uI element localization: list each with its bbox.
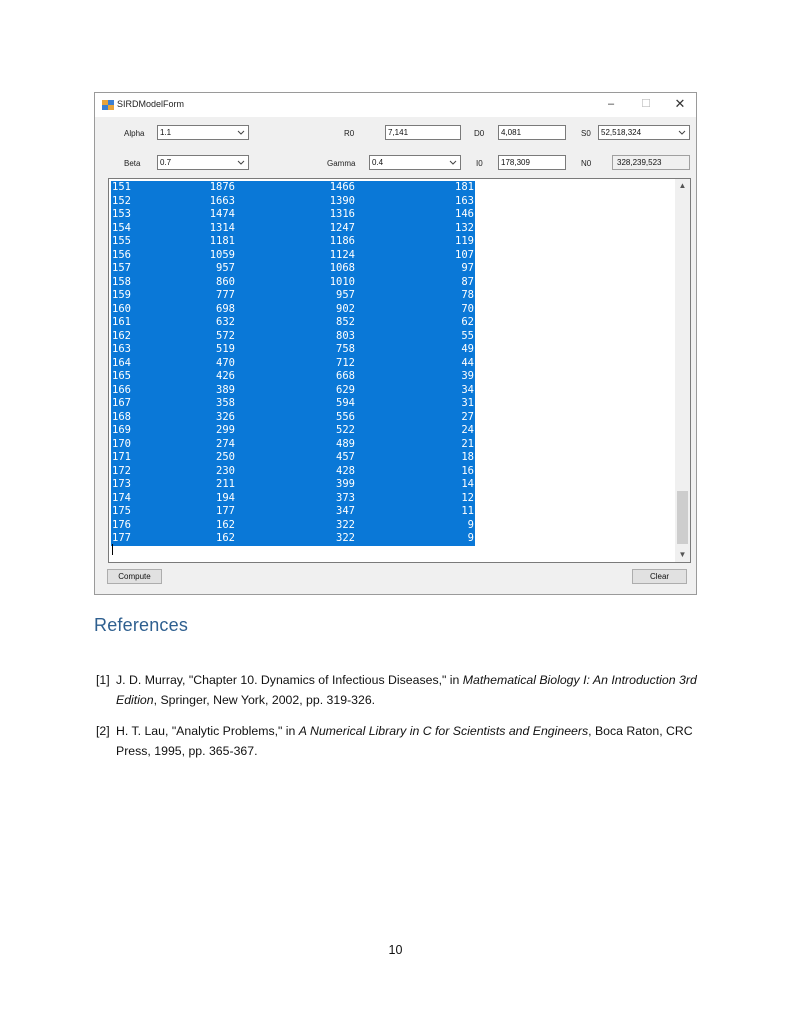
- output-cell: 163: [112, 343, 131, 355]
- output-cell: 1059: [209, 248, 235, 261]
- output-cell: 9: [467, 532, 474, 544]
- output-row: [111, 505, 475, 519]
- reference-2: [96, 721, 716, 761]
- output-cell: 758: [336, 343, 355, 355]
- output-cell: 1390: [329, 194, 355, 207]
- output-cell: 162: [216, 518, 235, 531]
- output-cell: 16: [461, 464, 474, 477]
- output-cell: 173: [112, 478, 131, 490]
- output-cell: 860: [216, 275, 235, 288]
- output-cell: 159: [112, 289, 131, 301]
- output-cell: 594: [336, 397, 355, 409]
- output-row: [111, 424, 475, 438]
- gamma-combo[interactable]: [369, 155, 461, 170]
- output-cell: 957: [336, 289, 355, 301]
- output-row: [111, 181, 475, 195]
- gamma-label: Gamma: [327, 159, 356, 168]
- output-cell: 1124: [329, 248, 355, 261]
- output-cell: 164: [112, 356, 131, 369]
- s0-label: S0: [581, 129, 591, 138]
- output-cell: 489: [336, 437, 355, 450]
- output-cell: 24: [461, 424, 474, 436]
- output-cell: 572: [216, 329, 235, 342]
- output-cell: 556: [336, 410, 355, 423]
- output-cell: 1068: [329, 262, 355, 274]
- clear-button[interactable]: Clear: [632, 569, 687, 584]
- output-cell: 44: [461, 356, 474, 369]
- output-row: [111, 222, 475, 236]
- output-cell: 11: [461, 505, 474, 517]
- window-title: SIRDModelForm: [117, 99, 185, 109]
- output-cell: 399: [336, 478, 355, 490]
- output-cell: 160: [112, 302, 131, 315]
- output-cell: 31: [461, 397, 474, 409]
- output-cell: 132: [455, 221, 474, 234]
- output-cell: 156: [112, 248, 131, 261]
- page-number: 10: [388, 943, 403, 957]
- output-cell: 326: [216, 410, 235, 423]
- output-cell: 151: [112, 181, 131, 193]
- output-cell: 107: [455, 248, 474, 261]
- reference-text: J. D. Murray, "Chapter 10. Dynamics of Infectious Diseases," in Mathematical Biology I: An Introduction 3rd Edition, Springer, New York, 2002, pp. 319-326.: [116, 673, 697, 707]
- output-cell: 34: [461, 383, 474, 396]
- output-cell: 1466: [329, 181, 355, 193]
- output-cell: 172: [112, 464, 131, 477]
- output-row: [111, 262, 475, 276]
- output-row: [111, 438, 475, 452]
- output-cell: 1876: [209, 181, 235, 193]
- output-row: [111, 208, 475, 222]
- output-row: [111, 492, 475, 506]
- alpha-combo[interactable]: [157, 125, 249, 140]
- output-cell: 161: [112, 316, 131, 328]
- output-cell: 18: [461, 451, 474, 463]
- output-cell: 163: [455, 194, 474, 207]
- output-row: [111, 235, 475, 249]
- output-cell: 777: [216, 289, 235, 301]
- output-cell: 171: [112, 451, 131, 463]
- output-textbox[interactable]: [108, 178, 691, 563]
- output-cell: 176: [112, 518, 131, 531]
- output-row: [111, 357, 475, 371]
- output-cell: 153: [112, 208, 131, 220]
- output-row: [111, 195, 475, 209]
- output-cell: 14: [461, 478, 474, 490]
- output-cell: 1316: [329, 208, 355, 220]
- r0-label: R0: [344, 129, 355, 138]
- compute-button[interactable]: Compute: [107, 569, 162, 584]
- output-cell: 181: [455, 181, 474, 193]
- reference-number: [1]: [96, 673, 110, 687]
- output-cell: 428: [336, 464, 355, 477]
- reference-number: [2]: [96, 724, 110, 738]
- sird-model-window: [94, 92, 697, 595]
- output-cell: 211: [216, 478, 235, 490]
- output-cell: 322: [336, 532, 355, 544]
- output-cell: 957: [216, 262, 235, 274]
- output-cell: 165: [112, 370, 131, 382]
- output-cell: 629: [336, 383, 355, 396]
- output-cell: 389: [216, 383, 235, 396]
- output-row: [111, 397, 475, 411]
- alpha-label: Alpha: [124, 129, 145, 138]
- output-cell: 175: [112, 505, 131, 517]
- chevron-down-icon: [236, 126, 246, 139]
- maximize-button[interactable]: ☐: [641, 98, 651, 110]
- output-cell: 274: [216, 437, 235, 450]
- output-cell: 152: [112, 194, 131, 207]
- output-cell: 712: [336, 356, 355, 369]
- reference-text: H. T. Lau, "Analytic Problems," in A Numerical Library in C for Scientists and Engineers, Boca Raton, CRC Press, 1995, pp. 365-367.: [116, 724, 693, 758]
- text-caret: [112, 544, 113, 555]
- output-cell: 668: [336, 370, 355, 382]
- output-cell: 169: [112, 424, 131, 436]
- d0-label: D0: [474, 129, 485, 138]
- app-icon: [102, 99, 114, 110]
- vertical-scrollbar[interactable]: [675, 179, 690, 562]
- s0-combo[interactable]: [598, 125, 690, 140]
- output-cell: 803: [336, 329, 355, 342]
- output-row: [111, 384, 475, 398]
- output-cell: 1186: [329, 235, 355, 247]
- beta-label: Beta: [124, 159, 141, 168]
- output-cell: 250: [216, 451, 235, 463]
- output-cell: 1010: [329, 275, 355, 288]
- output-cell: 21: [461, 437, 474, 450]
- n0-field: 328,239,523: [612, 155, 690, 170]
- output-cell: 174: [112, 491, 131, 504]
- beta-combo[interactable]: [157, 155, 249, 170]
- close-button[interactable]: ✕: [674, 96, 686, 111]
- output-cell: 162: [216, 532, 235, 544]
- scroll-down-icon[interactable]: ▼: [678, 550, 687, 559]
- output-row: [111, 465, 475, 479]
- output-cell: 62: [461, 316, 474, 328]
- title-bar[interactable]: [95, 93, 696, 117]
- output-cell: 158: [112, 275, 131, 288]
- output-cell: 519: [216, 343, 235, 355]
- chevron-down-icon: [448, 156, 458, 169]
- output-cell: 426: [216, 370, 235, 382]
- references-heading: References: [94, 615, 189, 635]
- s0-value: 52,518,324: [601, 128, 642, 137]
- output-cell: 170: [112, 437, 131, 450]
- n0-label: N0: [581, 159, 592, 168]
- output-row: [111, 316, 475, 330]
- output-cell: 49: [461, 343, 474, 355]
- output-cell: 157: [112, 262, 131, 274]
- i0-label: I0: [476, 159, 483, 168]
- output-cell: 78: [461, 289, 474, 301]
- output-row: [111, 370, 475, 384]
- d0-field[interactable]: 4,081: [498, 125, 566, 140]
- output-row: [111, 532, 475, 546]
- output-cell: 12: [461, 491, 474, 504]
- scroll-thumb[interactable]: [677, 491, 688, 544]
- output-cell: 146: [455, 208, 474, 220]
- output-cell: 168: [112, 410, 131, 423]
- chevron-down-icon: [236, 156, 246, 169]
- output-rows: [111, 181, 475, 546]
- output-cell: 373: [336, 491, 355, 504]
- minimize-button[interactable]: –: [607, 98, 615, 110]
- output-row: [111, 330, 475, 344]
- output-cell: 177: [216, 505, 235, 517]
- output-row: [111, 519, 475, 533]
- output-cell: 852: [336, 316, 355, 328]
- output-cell: 162: [112, 329, 131, 342]
- output-cell: 1474: [209, 208, 235, 220]
- output-cell: 698: [216, 302, 235, 315]
- gamma-value: 0.4: [372, 158, 384, 167]
- output-cell: 97: [461, 262, 474, 274]
- output-cell: 119: [455, 235, 474, 247]
- output-row: [111, 343, 475, 357]
- output-cell: 1181: [209, 235, 235, 247]
- output-cell: 9: [467, 518, 474, 531]
- output-cell: 457: [336, 451, 355, 463]
- output-cell: 155: [112, 235, 131, 247]
- r0-field[interactable]: 7,141: [385, 125, 461, 140]
- output-row: [111, 411, 475, 425]
- output-row: [111, 303, 475, 317]
- output-cell: 166: [112, 383, 131, 396]
- output-cell: 177: [112, 532, 131, 544]
- output-cell: 632: [216, 316, 235, 328]
- output-cell: 39: [461, 370, 474, 382]
- output-cell: 154: [112, 221, 131, 234]
- output-row: [111, 478, 475, 492]
- output-cell: 358: [216, 397, 235, 409]
- reference-1: [96, 670, 716, 710]
- output-cell: 167: [112, 397, 131, 409]
- output-cell: 87: [461, 275, 474, 288]
- output-cell: 55: [461, 329, 474, 342]
- output-cell: 347: [336, 505, 355, 517]
- beta-value: 0.7: [160, 158, 172, 167]
- alpha-value: 1.1: [160, 128, 172, 137]
- output-cell: 522: [336, 424, 355, 436]
- output-cell: 322: [336, 518, 355, 531]
- chevron-down-icon: [677, 126, 687, 139]
- output-cell: 70: [461, 302, 474, 315]
- output-cell: 902: [336, 302, 355, 315]
- output-row: [111, 289, 475, 303]
- output-cell: 194: [216, 491, 235, 504]
- output-cell: 1314: [209, 221, 235, 234]
- output-cell: 470: [216, 356, 235, 369]
- i0-field[interactable]: 178,309: [498, 155, 566, 170]
- output-row: [111, 451, 475, 465]
- output-cell: 1247: [329, 221, 355, 234]
- output-row: [111, 249, 475, 263]
- output-cell: 299: [216, 424, 235, 436]
- scroll-up-icon[interactable]: ▲: [678, 181, 687, 190]
- output-cell: 1663: [209, 194, 235, 207]
- output-row: [111, 276, 475, 290]
- output-cell: 27: [461, 410, 474, 423]
- output-cell: 230: [216, 464, 235, 477]
